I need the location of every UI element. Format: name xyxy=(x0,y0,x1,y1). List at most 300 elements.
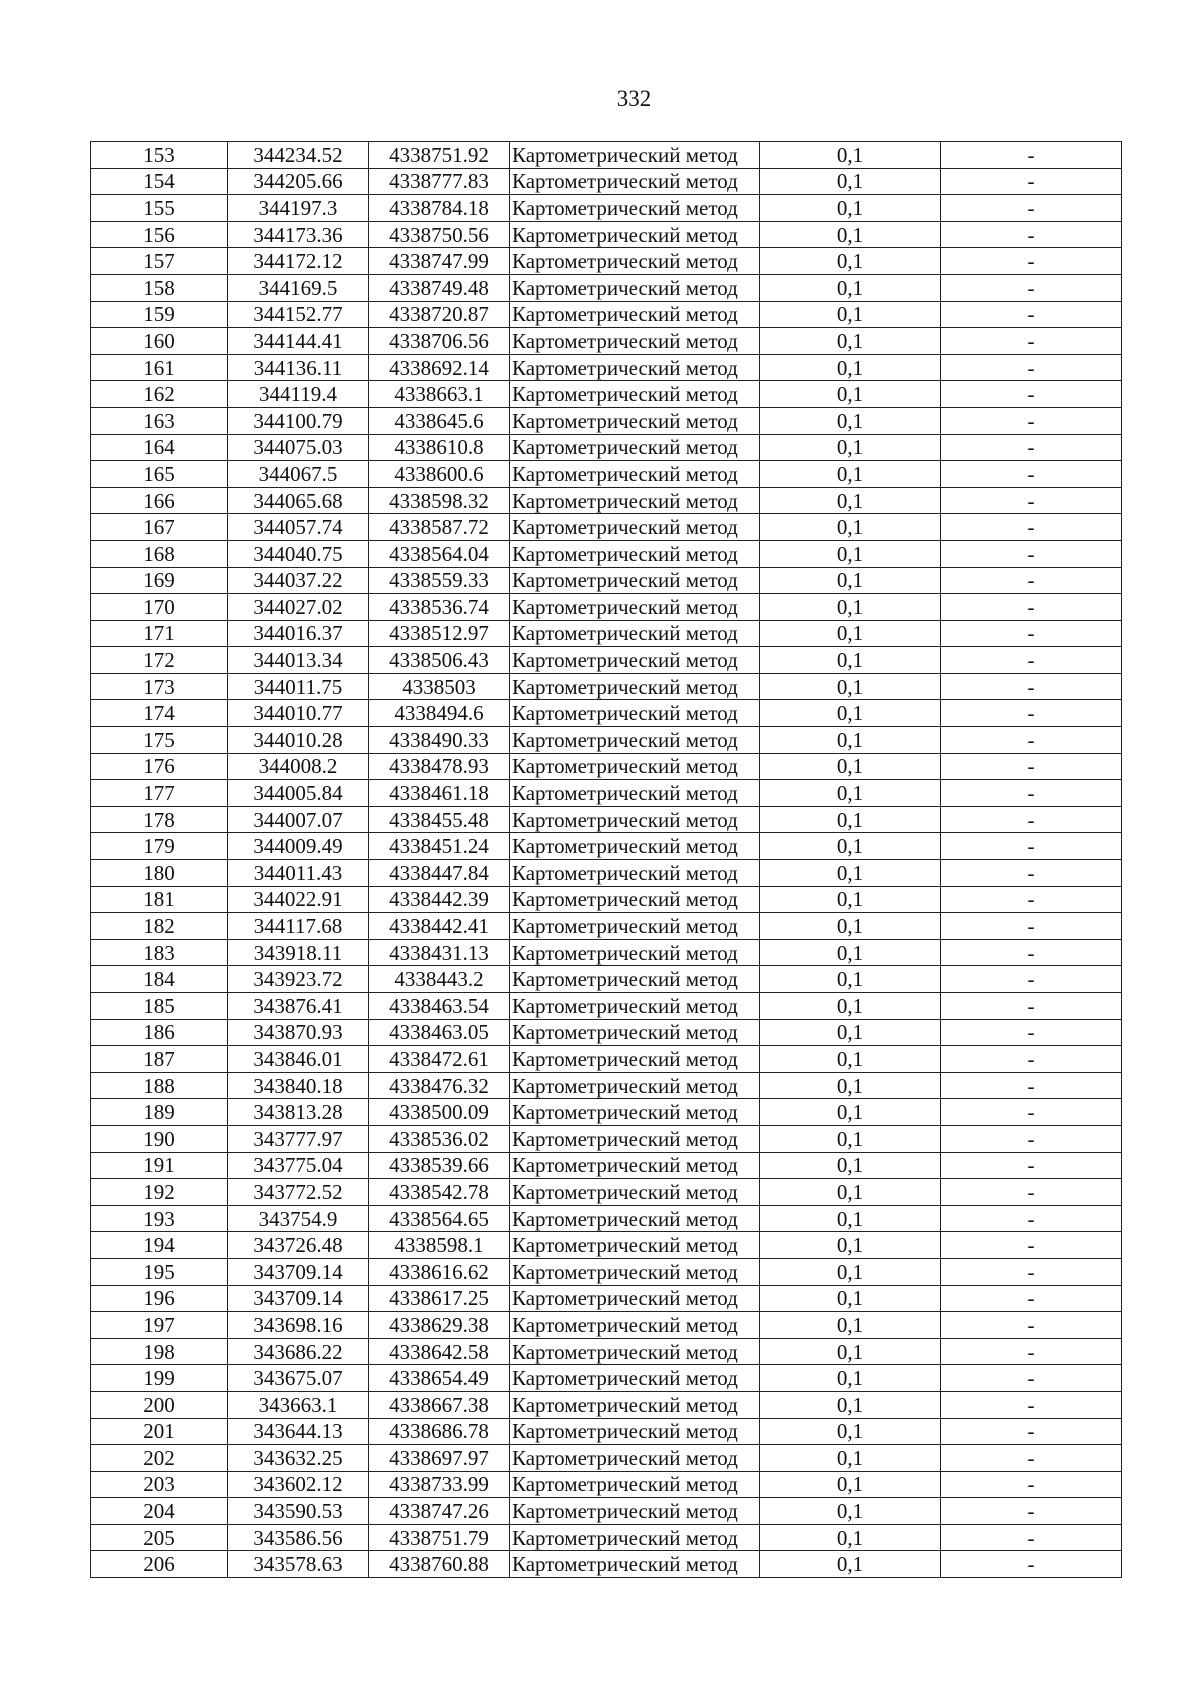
accuracy-cell: 0,1 xyxy=(760,700,941,727)
table-row xyxy=(91,673,1122,700)
table-row xyxy=(91,1125,1122,1152)
note-cell: - xyxy=(941,1391,1122,1418)
y-coordinate-cell: 4338751.92 xyxy=(369,142,510,169)
x-coordinate-cell: 344010.77 xyxy=(228,700,369,727)
x-coordinate-cell: 343726.48 xyxy=(228,1232,369,1259)
method-cell: Картометрический метод xyxy=(510,1285,760,1312)
y-coordinate-cell: 4338559.33 xyxy=(369,567,510,594)
note-cell: - xyxy=(941,142,1122,169)
point-number-cell: 157 xyxy=(91,248,228,275)
point-number-cell: 196 xyxy=(91,1285,228,1312)
method-cell: Картометрический метод xyxy=(510,1072,760,1099)
accuracy-cell: 0,1 xyxy=(760,1498,941,1525)
note-cell: - xyxy=(941,1232,1122,1259)
note-cell: - xyxy=(941,1365,1122,1392)
x-coordinate-cell: 343663.1 xyxy=(228,1391,369,1418)
note-cell: - xyxy=(941,913,1122,940)
method-cell: Картометрический метод xyxy=(510,1551,760,1578)
table-row xyxy=(91,1179,1122,1206)
note-cell: - xyxy=(941,248,1122,275)
point-number-cell: 186 xyxy=(91,1019,228,1046)
y-coordinate-cell: 4338749.48 xyxy=(369,274,510,301)
y-coordinate-cell: 4338692.14 xyxy=(369,354,510,381)
note-cell: - xyxy=(941,1312,1122,1339)
y-coordinate-cell: 4338503 xyxy=(369,673,510,700)
table-row xyxy=(91,1365,1122,1392)
point-number-cell: 166 xyxy=(91,487,228,514)
x-coordinate-cell: 343675.07 xyxy=(228,1365,369,1392)
method-cell: Картометрический метод xyxy=(510,1524,760,1551)
accuracy-cell: 0,1 xyxy=(760,673,941,700)
table-row xyxy=(91,567,1122,594)
accuracy-cell: 0,1 xyxy=(760,1099,941,1126)
table-row xyxy=(91,1046,1122,1073)
accuracy-cell: 0,1 xyxy=(760,407,941,434)
note-cell: - xyxy=(941,1551,1122,1578)
point-number-cell: 154 xyxy=(91,168,228,195)
y-coordinate-cell: 4338617.25 xyxy=(369,1285,510,1312)
y-coordinate-cell: 4338455.48 xyxy=(369,806,510,833)
page-number: 332 xyxy=(616,86,652,111)
table-row xyxy=(91,1445,1122,1472)
note-cell: - xyxy=(941,1498,1122,1525)
x-coordinate-cell: 344173.36 xyxy=(228,221,369,248)
table-row xyxy=(91,860,1122,887)
x-coordinate-cell: 343709.14 xyxy=(228,1258,369,1285)
method-cell: Картометрический метод xyxy=(510,487,760,514)
y-coordinate-cell: 4338443.2 xyxy=(369,966,510,993)
accuracy-cell: 0,1 xyxy=(760,328,941,355)
method-cell: Картометрический метод xyxy=(510,1365,760,1392)
y-coordinate-cell: 4338506.43 xyxy=(369,647,510,674)
method-cell: Картометрический метод xyxy=(510,1258,760,1285)
note-cell: - xyxy=(941,1152,1122,1179)
note-cell: - xyxy=(941,221,1122,248)
y-coordinate-cell: 4338750.56 xyxy=(369,221,510,248)
method-cell: Картометрический метод xyxy=(510,860,760,887)
point-number-cell: 168 xyxy=(91,540,228,567)
y-coordinate-cell: 4338494.6 xyxy=(369,700,510,727)
accuracy-cell: 0,1 xyxy=(760,1551,941,1578)
table-row xyxy=(91,1072,1122,1099)
method-cell: Картометрический метод xyxy=(510,594,760,621)
table-row xyxy=(91,221,1122,248)
x-coordinate-cell: 344100.79 xyxy=(228,407,369,434)
point-number-cell: 155 xyxy=(91,195,228,222)
note-cell: - xyxy=(941,1258,1122,1285)
x-coordinate-cell: 343602.12 xyxy=(228,1471,369,1498)
point-number-cell: 199 xyxy=(91,1365,228,1392)
accuracy-cell: 0,1 xyxy=(760,1365,941,1392)
method-cell: Картометрический метод xyxy=(510,1019,760,1046)
x-coordinate-cell: 343840.18 xyxy=(228,1072,369,1099)
method-cell: Картометрический метод xyxy=(510,1498,760,1525)
method-cell: Картометрический метод xyxy=(510,221,760,248)
point-number-cell: 156 xyxy=(91,221,228,248)
x-coordinate-cell: 343754.9 xyxy=(228,1205,369,1232)
table-row xyxy=(91,540,1122,567)
point-number-cell: 175 xyxy=(91,727,228,754)
table-row xyxy=(91,1205,1122,1232)
note-cell: - xyxy=(941,727,1122,754)
accuracy-cell: 0,1 xyxy=(760,993,941,1020)
table-row xyxy=(91,647,1122,674)
note-cell: - xyxy=(941,434,1122,461)
table-row xyxy=(91,1285,1122,1312)
method-cell: Картометрический метод xyxy=(510,1046,760,1073)
point-number-cell: 159 xyxy=(91,301,228,328)
point-number-cell: 197 xyxy=(91,1312,228,1339)
method-cell: Картометрический метод xyxy=(510,461,760,488)
accuracy-cell: 0,1 xyxy=(760,381,941,408)
point-number-cell: 160 xyxy=(91,328,228,355)
method-cell: Картометрический метод xyxy=(510,727,760,754)
accuracy-cell: 0,1 xyxy=(760,514,941,541)
table-row xyxy=(91,461,1122,488)
y-coordinate-cell: 4338667.38 xyxy=(369,1391,510,1418)
accuracy-cell: 0,1 xyxy=(760,434,941,461)
accuracy-cell: 0,1 xyxy=(760,1125,941,1152)
y-coordinate-cell: 4338697.97 xyxy=(369,1445,510,1472)
x-coordinate-cell: 344057.74 xyxy=(228,514,369,541)
x-coordinate-cell: 343870.93 xyxy=(228,1019,369,1046)
y-coordinate-cell: 4338598.1 xyxy=(369,1232,510,1259)
x-coordinate-cell: 344119.4 xyxy=(228,381,369,408)
y-coordinate-cell: 4338476.32 xyxy=(369,1072,510,1099)
note-cell: - xyxy=(941,407,1122,434)
point-number-cell: 162 xyxy=(91,381,228,408)
note-cell: - xyxy=(941,461,1122,488)
method-cell: Картометрический метод xyxy=(510,407,760,434)
accuracy-cell: 0,1 xyxy=(760,806,941,833)
table-row xyxy=(91,966,1122,993)
table-row xyxy=(91,328,1122,355)
note-cell: - xyxy=(941,1179,1122,1206)
method-cell: Картометрический метод xyxy=(510,328,760,355)
note-cell: - xyxy=(941,939,1122,966)
x-coordinate-cell: 343876.41 xyxy=(228,993,369,1020)
table-row xyxy=(91,620,1122,647)
note-cell: - xyxy=(941,806,1122,833)
y-coordinate-cell: 4338610.8 xyxy=(369,434,510,461)
table-row xyxy=(91,168,1122,195)
point-number-cell: 200 xyxy=(91,1391,228,1418)
point-number-cell: 185 xyxy=(91,993,228,1020)
method-cell: Картометрический метод xyxy=(510,1338,760,1365)
table-row xyxy=(91,1524,1122,1551)
method-cell: Картометрический метод xyxy=(510,939,760,966)
method-cell: Картометрический метод xyxy=(510,1232,760,1259)
y-coordinate-cell: 4338478.93 xyxy=(369,753,510,780)
method-cell: Картометрический метод xyxy=(510,381,760,408)
point-number-cell: 195 xyxy=(91,1258,228,1285)
method-cell: Картометрический метод xyxy=(510,301,760,328)
accuracy-cell: 0,1 xyxy=(760,195,941,222)
accuracy-cell: 0,1 xyxy=(760,620,941,647)
point-number-cell: 170 xyxy=(91,594,228,621)
method-cell: Картометрический метод xyxy=(510,168,760,195)
table-row xyxy=(91,806,1122,833)
method-cell: Картометрический метод xyxy=(510,1179,760,1206)
x-coordinate-cell: 344067.5 xyxy=(228,461,369,488)
point-number-cell: 182 xyxy=(91,913,228,940)
x-coordinate-cell: 344040.75 xyxy=(228,540,369,567)
note-cell: - xyxy=(941,753,1122,780)
accuracy-cell: 0,1 xyxy=(760,248,941,275)
x-coordinate-cell: 344008.2 xyxy=(228,753,369,780)
point-number-cell: 192 xyxy=(91,1179,228,1206)
table-row xyxy=(91,381,1122,408)
note-cell: - xyxy=(941,1338,1122,1365)
method-cell: Картометрический метод xyxy=(510,886,760,913)
point-number-cell: 206 xyxy=(91,1551,228,1578)
y-coordinate-cell: 4338472.61 xyxy=(369,1046,510,1073)
x-coordinate-cell: 344197.3 xyxy=(228,195,369,222)
point-number-cell: 191 xyxy=(91,1152,228,1179)
table-row xyxy=(91,913,1122,940)
point-number-cell: 179 xyxy=(91,833,228,860)
method-cell: Картометрический метод xyxy=(510,248,760,275)
x-coordinate-cell: 344037.22 xyxy=(228,567,369,594)
table-row xyxy=(91,700,1122,727)
table-row xyxy=(91,886,1122,913)
x-coordinate-cell: 344027.02 xyxy=(228,594,369,621)
x-coordinate-cell: 344136.11 xyxy=(228,354,369,381)
accuracy-cell: 0,1 xyxy=(760,753,941,780)
note-cell: - xyxy=(941,381,1122,408)
y-coordinate-cell: 4338451.24 xyxy=(369,833,510,860)
note-cell: - xyxy=(941,1285,1122,1312)
accuracy-cell: 0,1 xyxy=(760,1072,941,1099)
table-row xyxy=(91,195,1122,222)
y-coordinate-cell: 4338431.13 xyxy=(369,939,510,966)
x-coordinate-cell: 344075.03 xyxy=(228,434,369,461)
x-coordinate-cell: 344172.12 xyxy=(228,248,369,275)
y-coordinate-cell: 4338490.33 xyxy=(369,727,510,754)
accuracy-cell: 0,1 xyxy=(760,354,941,381)
y-coordinate-cell: 4338616.62 xyxy=(369,1258,510,1285)
y-coordinate-cell: 4338587.72 xyxy=(369,514,510,541)
x-coordinate-cell: 343686.22 xyxy=(228,1338,369,1365)
method-cell: Картометрический метод xyxy=(510,993,760,1020)
point-number-cell: 203 xyxy=(91,1471,228,1498)
method-cell: Картометрический метод xyxy=(510,1391,760,1418)
note-cell: - xyxy=(941,1125,1122,1152)
method-cell: Картометрический метод xyxy=(510,1312,760,1339)
x-coordinate-cell: 344005.84 xyxy=(228,780,369,807)
note-cell: - xyxy=(941,620,1122,647)
x-coordinate-cell: 344169.5 xyxy=(228,274,369,301)
note-cell: - xyxy=(941,1019,1122,1046)
y-coordinate-cell: 4338442.39 xyxy=(369,886,510,913)
point-number-cell: 177 xyxy=(91,780,228,807)
method-cell: Картометрический метод xyxy=(510,1125,760,1152)
note-cell: - xyxy=(941,1099,1122,1126)
table-row xyxy=(91,833,1122,860)
point-number-cell: 163 xyxy=(91,407,228,434)
point-number-cell: 202 xyxy=(91,1445,228,1472)
x-coordinate-cell: 344022.91 xyxy=(228,886,369,913)
table-row xyxy=(91,1418,1122,1445)
method-cell: Картометрический метод xyxy=(510,833,760,860)
note-cell: - xyxy=(941,886,1122,913)
x-coordinate-cell: 343775.04 xyxy=(228,1152,369,1179)
y-coordinate-cell: 4338598.32 xyxy=(369,487,510,514)
table-row xyxy=(91,301,1122,328)
method-cell: Картометрический метод xyxy=(510,753,760,780)
note-cell: - xyxy=(941,780,1122,807)
x-coordinate-cell: 344065.68 xyxy=(228,487,369,514)
point-number-cell: 190 xyxy=(91,1125,228,1152)
x-coordinate-cell: 343644.13 xyxy=(228,1418,369,1445)
y-coordinate-cell: 4338500.09 xyxy=(369,1099,510,1126)
table-row xyxy=(91,514,1122,541)
y-coordinate-cell: 4338663.1 xyxy=(369,381,510,408)
point-number-cell: 204 xyxy=(91,1498,228,1525)
accuracy-cell: 0,1 xyxy=(760,1046,941,1073)
accuracy-cell: 0,1 xyxy=(760,1312,941,1339)
accuracy-cell: 0,1 xyxy=(760,1152,941,1179)
y-coordinate-cell: 4338463.05 xyxy=(369,1019,510,1046)
x-coordinate-cell: 343918.11 xyxy=(228,939,369,966)
table-row xyxy=(91,1019,1122,1046)
table-row xyxy=(91,1099,1122,1126)
y-coordinate-cell: 4338629.38 xyxy=(369,1312,510,1339)
x-coordinate-cell: 344152.77 xyxy=(228,301,369,328)
accuracy-cell: 0,1 xyxy=(760,142,941,169)
note-cell: - xyxy=(941,860,1122,887)
y-coordinate-cell: 4338760.88 xyxy=(369,1551,510,1578)
y-coordinate-cell: 4338642.58 xyxy=(369,1338,510,1365)
point-number-cell: 169 xyxy=(91,567,228,594)
method-cell: Картометрический метод xyxy=(510,142,760,169)
point-number-cell: 172 xyxy=(91,647,228,674)
x-coordinate-cell: 344016.37 xyxy=(228,620,369,647)
point-number-cell: 158 xyxy=(91,274,228,301)
x-coordinate-cell: 343586.56 xyxy=(228,1524,369,1551)
y-coordinate-cell: 4338512.97 xyxy=(369,620,510,647)
point-number-cell: 188 xyxy=(91,1072,228,1099)
accuracy-cell: 0,1 xyxy=(760,727,941,754)
accuracy-cell: 0,1 xyxy=(760,1524,941,1551)
x-coordinate-cell: 343846.01 xyxy=(228,1046,369,1073)
y-coordinate-cell: 4338461.18 xyxy=(369,780,510,807)
accuracy-cell: 0,1 xyxy=(760,966,941,993)
accuracy-cell: 0,1 xyxy=(760,1179,941,1206)
note-cell: - xyxy=(941,195,1122,222)
table-row xyxy=(91,993,1122,1020)
note-cell: - xyxy=(941,514,1122,541)
table-row xyxy=(91,434,1122,461)
y-coordinate-cell: 4338777.83 xyxy=(369,168,510,195)
table-row xyxy=(91,1152,1122,1179)
note-cell: - xyxy=(941,567,1122,594)
point-number-cell: 171 xyxy=(91,620,228,647)
y-coordinate-cell: 4338645.6 xyxy=(369,407,510,434)
table-row xyxy=(91,487,1122,514)
x-coordinate-cell: 343777.97 xyxy=(228,1125,369,1152)
x-coordinate-cell: 343632.25 xyxy=(228,1445,369,1472)
y-coordinate-cell: 4338600.6 xyxy=(369,461,510,488)
note-cell: - xyxy=(941,354,1122,381)
y-coordinate-cell: 4338564.04 xyxy=(369,540,510,567)
table-row xyxy=(91,274,1122,301)
note-cell: - xyxy=(941,1445,1122,1472)
y-coordinate-cell: 4338686.78 xyxy=(369,1418,510,1445)
note-cell: - xyxy=(941,487,1122,514)
table-row xyxy=(91,1391,1122,1418)
x-coordinate-cell: 343772.52 xyxy=(228,1179,369,1206)
accuracy-cell: 0,1 xyxy=(760,567,941,594)
method-cell: Картометрический метод xyxy=(510,1099,760,1126)
point-number-cell: 193 xyxy=(91,1205,228,1232)
point-number-cell: 183 xyxy=(91,939,228,966)
x-coordinate-cell: 343923.72 xyxy=(228,966,369,993)
x-coordinate-cell: 343709.14 xyxy=(228,1285,369,1312)
note-cell: - xyxy=(941,168,1122,195)
method-cell: Картометрический метод xyxy=(510,354,760,381)
x-coordinate-cell: 344011.43 xyxy=(228,860,369,887)
point-number-cell: 201 xyxy=(91,1418,228,1445)
note-cell: - xyxy=(941,1524,1122,1551)
x-coordinate-cell: 344009.49 xyxy=(228,833,369,860)
point-number-cell: 181 xyxy=(91,886,228,913)
table-row xyxy=(91,248,1122,275)
x-coordinate-cell: 343813.28 xyxy=(228,1099,369,1126)
point-number-cell: 153 xyxy=(91,142,228,169)
note-cell: - xyxy=(941,328,1122,355)
note-cell: - xyxy=(941,833,1122,860)
accuracy-cell: 0,1 xyxy=(760,487,941,514)
point-number-cell: 165 xyxy=(91,461,228,488)
note-cell: - xyxy=(941,301,1122,328)
y-coordinate-cell: 4338536.02 xyxy=(369,1125,510,1152)
point-number-cell: 176 xyxy=(91,753,228,780)
method-cell: Картометрический метод xyxy=(510,1152,760,1179)
table-row xyxy=(91,1258,1122,1285)
note-cell: - xyxy=(941,993,1122,1020)
method-cell: Картометрический метод xyxy=(510,195,760,222)
table-row xyxy=(91,1312,1122,1339)
table-row xyxy=(91,780,1122,807)
point-number-cell: 189 xyxy=(91,1099,228,1126)
table-row xyxy=(91,407,1122,434)
x-coordinate-cell: 343590.53 xyxy=(228,1498,369,1525)
note-cell: - xyxy=(941,540,1122,567)
method-cell: Картометрический метод xyxy=(510,700,760,727)
note-cell: - xyxy=(941,1418,1122,1445)
accuracy-cell: 0,1 xyxy=(760,1445,941,1472)
table-row xyxy=(91,727,1122,754)
method-cell: Картометрический метод xyxy=(510,647,760,674)
x-coordinate-cell: 344117.68 xyxy=(228,913,369,940)
point-number-cell: 161 xyxy=(91,354,228,381)
accuracy-cell: 0,1 xyxy=(760,780,941,807)
point-number-cell: 184 xyxy=(91,966,228,993)
accuracy-cell: 0,1 xyxy=(760,913,941,940)
method-cell: Картометрический метод xyxy=(510,567,760,594)
method-cell: Картометрический метод xyxy=(510,620,760,647)
accuracy-cell: 0,1 xyxy=(760,274,941,301)
method-cell: Картометрический метод xyxy=(510,780,760,807)
accuracy-cell: 0,1 xyxy=(760,1258,941,1285)
y-coordinate-cell: 4338536.74 xyxy=(369,594,510,621)
point-number-cell: 173 xyxy=(91,673,228,700)
table-row xyxy=(91,142,1122,169)
method-cell: Картометрический метод xyxy=(510,434,760,461)
table-row xyxy=(91,939,1122,966)
method-cell: Картометрический метод xyxy=(510,540,760,567)
